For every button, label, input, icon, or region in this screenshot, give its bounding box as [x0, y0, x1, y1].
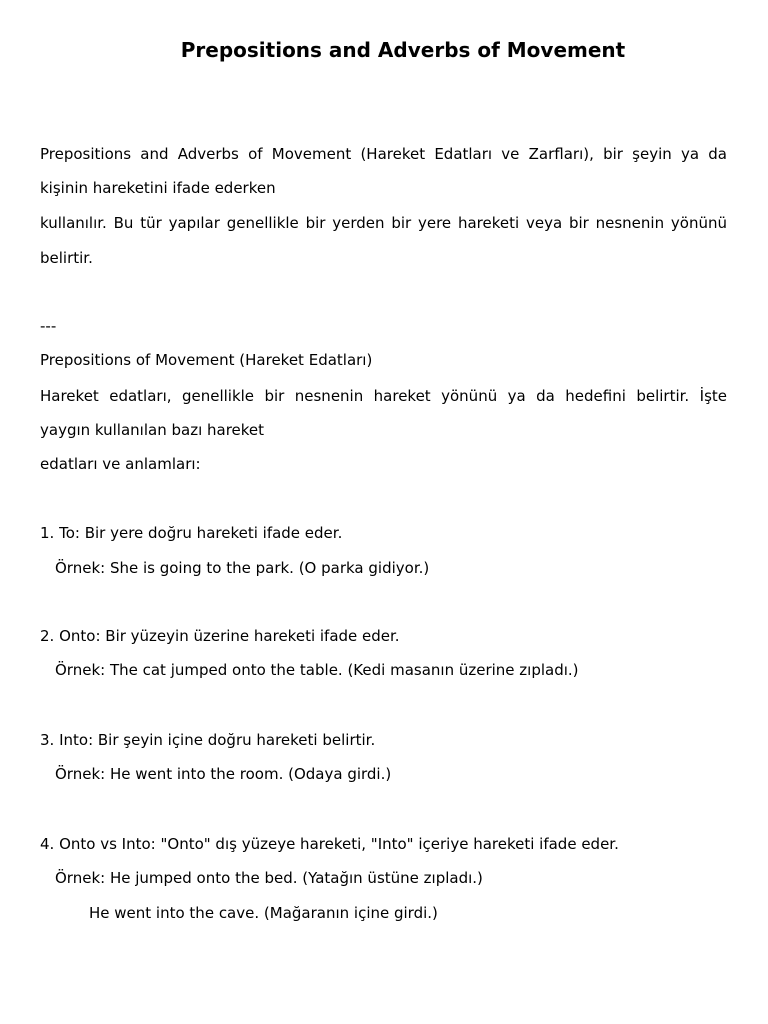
- list-item-onto-vs-into-example-2: He went into the cave. (Mağaranın içine girdi.): [89, 904, 438, 922]
- list-item-into-example: Örnek: He went into the room. (Odaya girdi.): [55, 765, 392, 783]
- list-item-onto-vs-into: 4. Onto vs Into: "Onto" dış yüzeye hareketi, "Into" içeriye hareketi ifade eder.: [40, 835, 619, 853]
- section-heading: Prepositions of Movement (Hareket Edatları): [40, 351, 373, 369]
- list-item-to: 1. To: Bir yere doğru hareketi ifade eder.: [40, 524, 343, 542]
- intro-line-2: kişinin hareketini ifade ederken: [40, 179, 276, 197]
- list-item-onto: 2. Onto: Bir yüzeyin üzerine hareketi ifade eder.: [40, 627, 400, 645]
- page-title: Prepositions and Adverbs of Movement: [180, 38, 626, 62]
- list-item-into: 3. Into: Bir şeyin içine doğru hareketi belirtir.: [40, 731, 376, 749]
- intro-line-4: belirtir.: [40, 249, 93, 267]
- intro-line-3: kullanılır. Bu tür yapılar genellikle bir yerden bir yere hareketi veya bir nesnenin yönünü: [40, 214, 727, 232]
- section-line-3: edatları ve anlamları:: [40, 455, 201, 473]
- intro-line-1: Prepositions and Adverbs of Movement (Hareket Edatları ve Zarfları), bir şeyin ya da: [40, 145, 727, 163]
- section-line-2: yaygın kullanılan bazı hareket: [40, 421, 265, 439]
- list-item-onto-vs-into-example: Örnek: He jumped onto the bed. (Yatağın üstüne zıpladı.): [55, 869, 483, 887]
- separator: ---: [40, 317, 57, 335]
- list-item-to-example: Örnek: She is going to the park. (O parka gidiyor.): [55, 559, 430, 577]
- section-line-1: Hareket edatları, genellikle bir nesnenin hareket yönünü ya da hedefini belirtir. İşte: [40, 387, 727, 405]
- list-item-onto-example: Örnek: The cat jumped onto the table. (Kedi masanın üzerine zıpladı.): [55, 661, 579, 679]
